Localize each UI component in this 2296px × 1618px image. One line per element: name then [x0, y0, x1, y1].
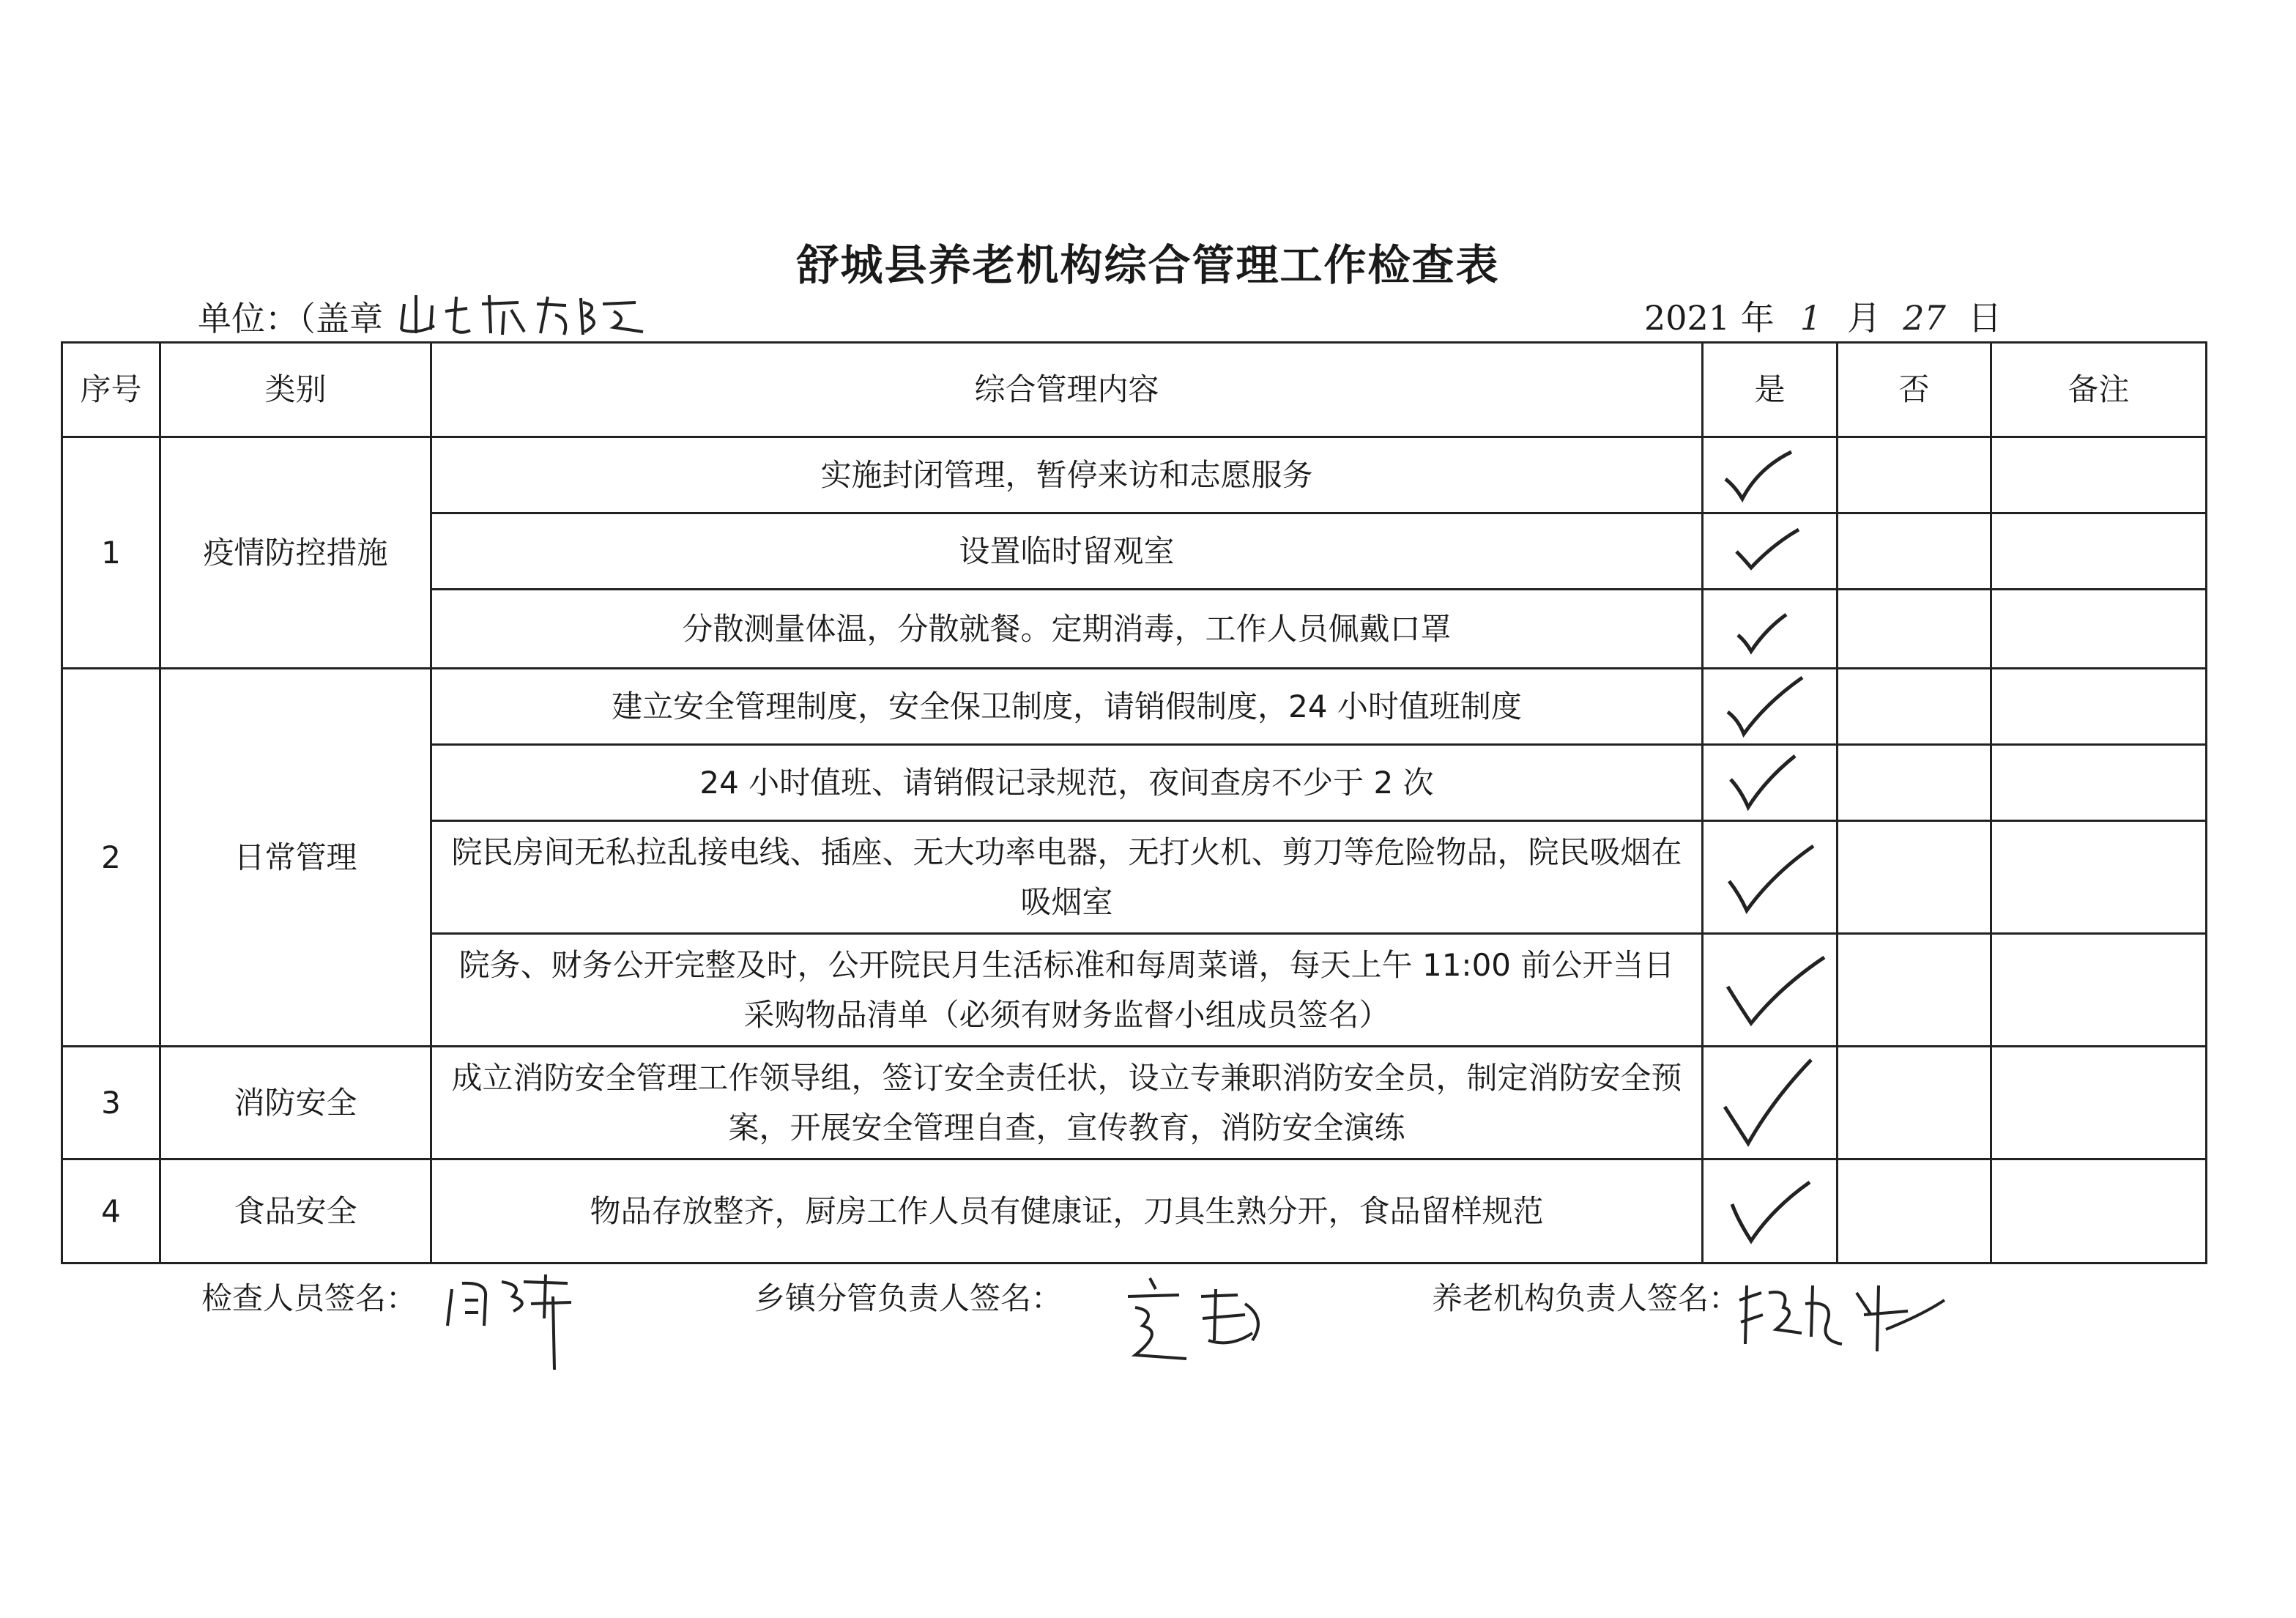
content-cell: 物品存放整齐，厨房工作人员有健康证，刀具生熟分开，食品留样规范 [431, 1159, 1703, 1263]
table-row [62, 1159, 2207, 1263]
yes-cell [1703, 437, 1838, 513]
content-cell: 24 小时值班、请销假记录规范，夜间查房不少于 2 次 [431, 745, 1703, 821]
date-month-label: 月 [1846, 298, 1881, 338]
yes-cell [1703, 1047, 1838, 1159]
date-year-label: 年 [1740, 298, 1775, 338]
page-title: 舒城县养老机构综合管理工作检查表 [796, 240, 1500, 290]
checkmark-icon [1722, 522, 1810, 581]
header-cell: 否 [1838, 343, 1991, 437]
content-cell: 分散测量体温，分散就餐。定期消毒，工作人员佩戴口罩 [431, 590, 1703, 669]
table-row [62, 669, 2207, 745]
signature-area [0, 1274, 2296, 1421]
row-number: 4 [62, 1159, 160, 1263]
no-cell [1838, 1047, 1991, 1159]
yes-cell [1703, 821, 1838, 934]
yes-cell [1703, 745, 1838, 821]
category-cell: 食品安全 [160, 1159, 431, 1263]
yes-cell [1703, 590, 1838, 669]
no-cell [1838, 745, 1991, 821]
remark-cell [1991, 934, 2207, 1047]
no-cell [1838, 513, 1991, 590]
unit-label: 单位：（盖章 [198, 299, 383, 338]
no-cell [1838, 590, 1991, 669]
date-day-label: 日 [1968, 298, 2002, 338]
content-cell: 设置临时留观室 [431, 513, 1703, 590]
remark-cell [1991, 513, 2207, 590]
checkmark-icon [1722, 674, 1817, 740]
inspection-table [61, 341, 2207, 1264]
no-cell [1838, 1159, 1991, 1263]
checkmark-icon [1722, 837, 1824, 918]
institution-label: 养老机构负责人签名： [1432, 1280, 1740, 1316]
no-cell [1838, 934, 1991, 1047]
checkmark-icon [1722, 446, 1810, 505]
remark-cell [1991, 590, 2207, 669]
table-row [62, 1047, 2207, 1159]
header-cell: 类别 [160, 343, 431, 437]
inspector-handwritten-signature [443, 1267, 590, 1384]
yes-cell [1703, 1159, 1838, 1263]
remark-cell [1991, 821, 2207, 934]
remark-cell [1991, 1159, 2207, 1263]
no-cell [1838, 437, 1991, 513]
remark-cell [1991, 1047, 2207, 1159]
category-cell: 疫情防控措施 [160, 437, 431, 669]
content-cell: 成立消防安全管理工作领导组，签订安全责任状，设立专兼职消防安全员，制定消防安全预案，开展安全管理自查，宣传教育，消防安全演练 [431, 1047, 1703, 1159]
header-cell: 综合管理内容 [431, 343, 1703, 437]
checkmark-icon [1722, 600, 1810, 658]
date-year: 2021 [1644, 298, 1731, 338]
header-cell: 备注 [1991, 343, 2207, 437]
remark-cell [1991, 745, 2207, 821]
yes-cell [1703, 513, 1838, 590]
header-row [62, 343, 2207, 437]
unit-seal-handwriting [394, 289, 658, 341]
remark-cell [1991, 669, 2207, 745]
institution-signature [1432, 1274, 1739, 1318]
checkmark-icon [1722, 1175, 1824, 1248]
township-signature [754, 1274, 1062, 1318]
content-cell: 院务、财务公开完整及时，公开院民月生活标准和每周菜谱，每天上午 11:00 前公开当日采购物品清单（必须有财务监督小组成员签名） [431, 934, 1703, 1047]
checkmark-icon [1722, 950, 1832, 1031]
checkmark-icon [1722, 1055, 1832, 1151]
date-month: 1 [1799, 298, 1821, 338]
header-cell: 是 [1703, 343, 1838, 437]
no-cell [1838, 669, 1991, 745]
category-cell: 日常管理 [160, 669, 431, 1047]
no-cell [1838, 821, 1991, 934]
inspector-signature [201, 1274, 417, 1318]
content-cell: 实施封闭管理，暂停来访和志愿服务 [431, 437, 1703, 513]
header-cell: 序号 [62, 343, 160, 437]
date-day: 27 [1903, 298, 1946, 338]
row-number: 1 [62, 437, 160, 669]
date-line [1644, 292, 2002, 340]
institution-handwritten-signature [1732, 1271, 1952, 1381]
table-row [62, 437, 2207, 513]
yes-cell [1703, 934, 1838, 1047]
checkmark-icon [1722, 750, 1810, 816]
unit-line [198, 289, 658, 341]
content-cell: 院民房间无私拉乱接电线、插座、无大功率电器，无打火机、剪刀等危险物品，院民吸烟在吸烟室 [431, 821, 1703, 934]
yes-cell [1703, 669, 1838, 745]
content-cell: 建立安全管理制度，安全保卫制度，请销假制度，24 小时值班制度 [431, 669, 1703, 745]
township-handwritten-signature [1121, 1274, 1282, 1392]
row-number: 2 [62, 669, 160, 1047]
category-cell: 消防安全 [160, 1047, 431, 1159]
remark-cell [1991, 437, 2207, 513]
township-label: 乡镇分管负责人签名： [754, 1280, 1063, 1316]
row-number: 3 [62, 1047, 160, 1159]
inspector-label: 检查人员签名： [201, 1280, 417, 1316]
